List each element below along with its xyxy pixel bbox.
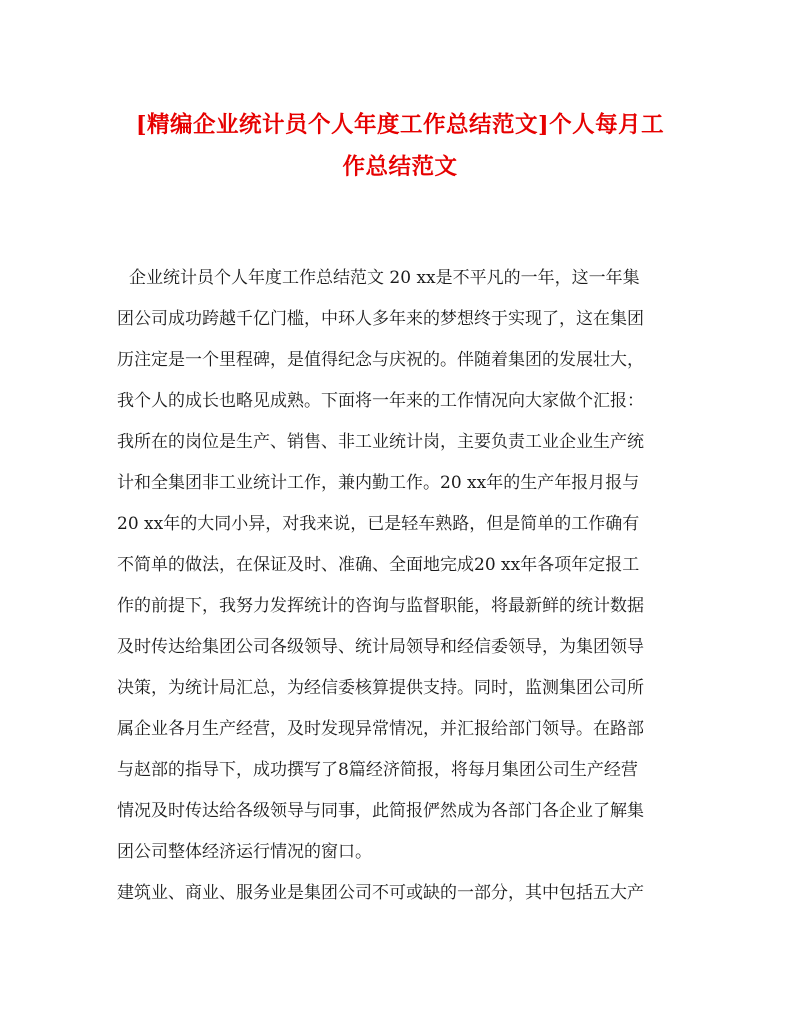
body-line: 作的前提下，我努力发挥统计的咨询与监督职能，将最新鲜的统计数据 <box>117 596 644 616</box>
body-line: 企业统计员个人年度工作总结范文 20 xx是不平凡的一年，这一年集 <box>129 268 640 288</box>
body-line: 不简单的做法，在保证及时、准确、全面地完成20 xx年各项年定报工 <box>117 555 640 575</box>
document-title <box>100 104 700 188</box>
body-line: 团公司成功跨越千亿门槛，中环人多年来的梦想终于实现了，这在集团 <box>117 309 644 329</box>
body-line: 决策，为统计局汇总，为经信委核算提供支持。同时，监测集团公司所 <box>117 678 644 698</box>
body-line: 情况及时传达给各级领导与同事，此简报俨然成为各部门各企业了解集 <box>117 801 644 821</box>
body-line: 历注定是一个里程碑，是值得纪念与庆祝的。伴随着集团的发展壮大， <box>117 350 644 370</box>
body-line: 与赵部的指导下，成功撰写了8篇经济简报，将每月集团公司生产经营 <box>117 760 638 780</box>
body-line: 我个人的成长也略见成熟。下面将一年来的工作情况向大家做个汇报： <box>117 391 644 411</box>
body-line: 我所在的岗位是生产、销售、非工业统计岗，主要负责工业企业生产统 <box>117 432 644 452</box>
document-title-line-2: 作总结范文 <box>342 154 458 180</box>
body-line: 团公司整体经济运行情况的窗口。 <box>117 842 372 862</box>
body-line: 及时传达给集团公司各级领导、统计局领导和经信委领导，为集团领导 <box>117 637 644 657</box>
body-line: 计和全集团非工业统计工作，兼内勤工作。20 xx年的生产年报月报与 <box>117 473 640 493</box>
body-line: 20 xx年的大同小异，对我来说，已是轻车熟路，但是简单的工作确有 <box>117 514 640 534</box>
body-line: 建筑业、商业、服务业是集团公司不可或缺的一部分，其中包括五大产 <box>117 883 644 903</box>
document-body <box>117 258 689 914</box>
document-title-line-1: [精编企业统计员个人年度工作总结范文]个人每月工 <box>135 112 665 138</box>
body-line: 属企业各月生产经营，及时发现异常情况，并汇报给部门领导。在路部 <box>117 719 644 739</box>
